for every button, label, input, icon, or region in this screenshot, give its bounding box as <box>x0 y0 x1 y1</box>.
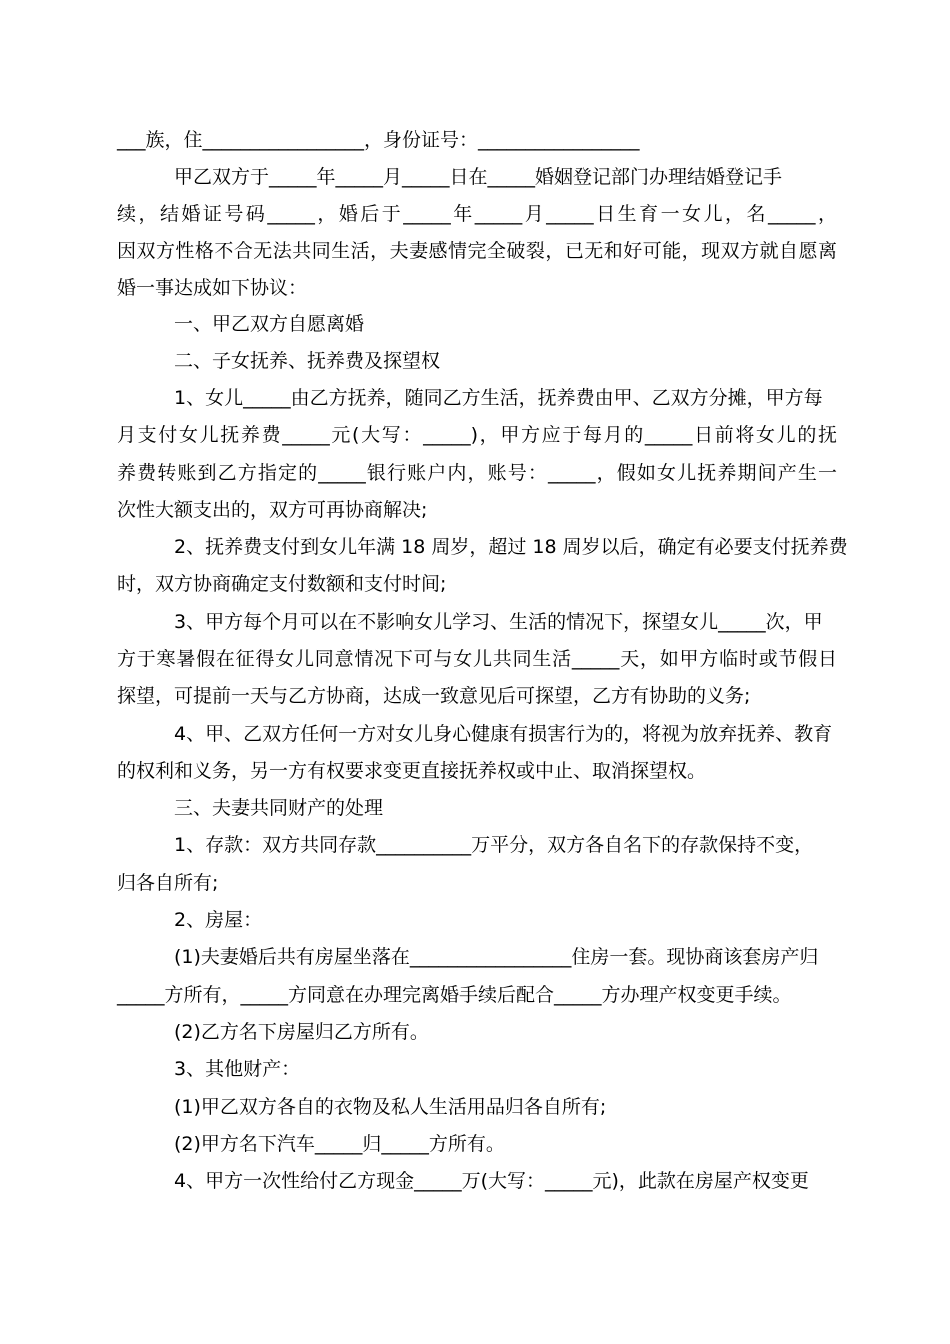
paragraph-line: _____方所有，_____方同意在办理完离婚手续后配合_____方办理产权变更手续。 <box>117 984 792 1006</box>
paragraph-line: 甲乙双方于_____年_____月_____日在_____婚姻登记部门办理结婚登记手 <box>174 166 783 188</box>
paragraph-line: 2、抚养费支付到女儿年满 18 周岁，超过 18 周岁以后，确定有必要支付抚养费 <box>174 536 848 558</box>
paragraph-line: 养费转账到乙方指定的_____银行账户内，账号：_____，假如女儿抚养期间产生一 <box>117 462 837 484</box>
section-heading: 一、甲乙双方自愿离婚 <box>174 313 365 335</box>
paragraph-line: (1)甲乙双方各自的衣物及私人生活用品归各自所有; <box>174 1096 607 1118</box>
section-heading: 三、夫妻共同财产的处理 <box>174 797 384 819</box>
paragraph-line: 续，结婚证号码_____，婚后于_____年_____月_____日生育一女儿，名_____， <box>117 203 837 225</box>
paragraph-line: (1)夫妻婚后共有房屋坐落在_________________住房一套。现协商该套房产归 <box>174 946 819 968</box>
paragraph-line: 月支付女儿抚养费_____元(大写：_____)，甲方应于每月的_____日前将女儿的抚 <box>117 424 837 446</box>
paragraph-line: 2、房屋： <box>174 909 263 931</box>
paragraph-line: 4、甲方一次性给付乙方现金_____万(大写：_____元)，此款在房屋产权变更 <box>174 1170 809 1192</box>
paragraph-line: 方于寒暑假在征得女儿同意情况下可与女儿共同生活_____天，如甲方临时或节假日 <box>117 648 837 670</box>
paragraph-line: (2)甲方名下汽车_____归_____方所有。 <box>174 1133 505 1155</box>
paragraph-line: 归各自所有; <box>117 872 219 894</box>
paragraph-line: 3、甲方每个月可以在不影响女儿学习、生活的情况下，探望女儿_____次，甲 <box>174 611 823 633</box>
paragraph-line: 4、甲、乙双方任何一方对女儿身心健康有损害行为的，将视为放弃抚养、教育 <box>174 723 833 745</box>
paragraph-line: (2)乙方名下房屋归乙方所有。 <box>174 1021 429 1043</box>
paragraph-line: 1、存款：双方共同存款__________万平分，双方各自名下的存款保持不变， <box>174 834 814 856</box>
paragraph-line: 时，双方协商确定支付数额和支付时间; <box>117 573 447 595</box>
paragraph-line: 探望，可提前一天与乙方协商，达成一致意见后可探望，乙方有协助的义务; <box>117 685 751 707</box>
paragraph-line: ___族，住_________________，身份证号：_________________ <box>117 129 640 151</box>
paragraph-line: 1、女儿_____由乙方抚养，随同乙方生活，抚养费由甲、乙双方分摊，甲方每 <box>174 387 823 409</box>
paragraph-line: 因双方性格不合无法共同生活，夫妻感情完全破裂，已无和好可能，现双方就自愿离 <box>117 240 837 262</box>
section-heading: 二、子女抚养、抚养费及探望权 <box>174 350 441 372</box>
paragraph-line: 婚一事达成如下协议： <box>117 277 308 299</box>
paragraph-line: 次性大额支出的，双方可再协商解决; <box>117 499 428 521</box>
paragraph-line: 3、其他财产： <box>174 1058 301 1080</box>
paragraph-line: 的权利和义务，另一方有权要求变更直接抚养权或中止、取消探望权。 <box>117 760 707 782</box>
